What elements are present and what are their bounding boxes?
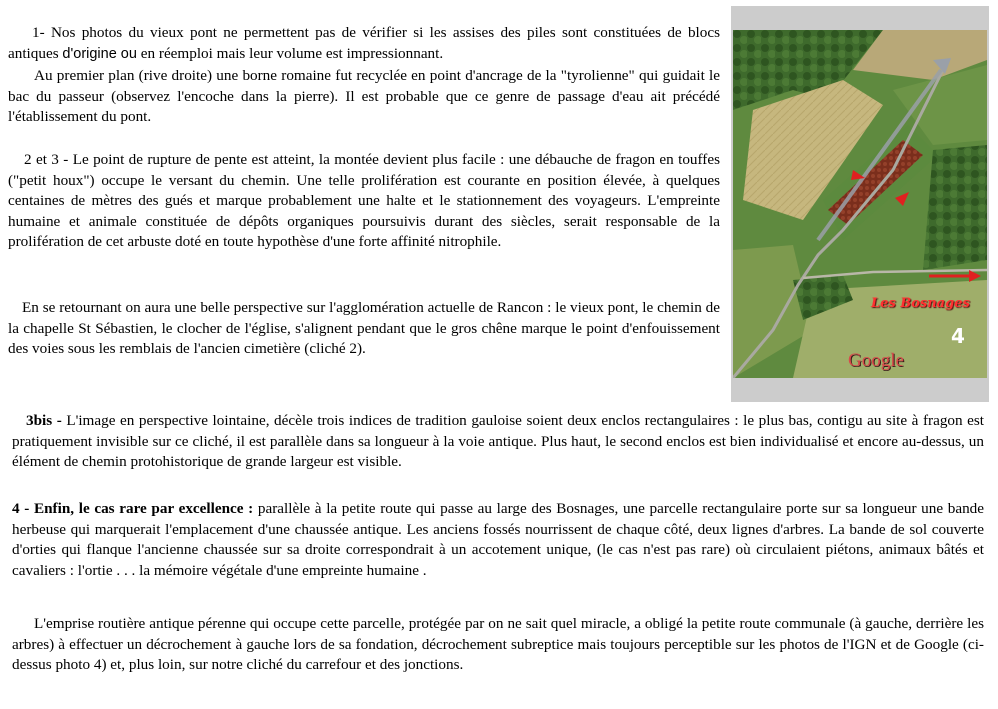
paragraph-5 (12, 411, 984, 473)
google-logo: Google (848, 350, 904, 371)
paragraph-2-text: Au premier plan (rive droite) une borne romaine fut recyclée en point d'ancrage de la "tyrolienne" qui guidait le bac du passeur (observez l'encoche dans la pierre). Il est probable que ce genre de passage d'eau ait précédé l'établissement du pont. (8, 67, 720, 126)
woods-right (923, 145, 987, 270)
paragraph-7 (12, 614, 984, 676)
aerial-photo (733, 30, 987, 378)
paragraph-1-text-a: Nos photos du vieux pont ne permettent pas de vérifier si les assises des piles sont constituées de blocs antiques (8, 24, 721, 62)
paragraph-1 (8, 23, 720, 64)
paragraph-6-number: 4 - (12, 500, 30, 517)
paragraph-7-text: L'emprise routière antique pérenne qui occupe cette parcelle, protégée par on ne sait quel miracle, a obligé la petite route communale (à gauche, derrière les arbres) à effectuer un décrochement à gauche lors de sa fondation, décrochement subreptice mais toujours perceptible sur les photos de l'IGN et de Google (ci-dessus photo 4) et, plus loin, sur notre cliché du carrefour et des jonctions. (12, 615, 984, 674)
paragraph-3 (8, 150, 720, 253)
paragraph-4-text: En se retournant on aura une belle perspective sur l'agglomération actuelle de Rancon : le vieux pont, le chemin de la chapelle St Sébastien, le clocher de l'église, s'alignent pendant que le gros chêne marque le point d'enfouissement des voies sous les remblais de l'ancien cimetière (cliché 2). (8, 299, 720, 358)
paragraph-1-number: 1- (32, 24, 45, 41)
photo-caption: Les Bosnages (871, 296, 970, 311)
photo-number: 4 (951, 324, 965, 348)
aerial-photo-frame (731, 6, 989, 402)
paragraph-5-number: 3bis - (26, 412, 62, 429)
paragraph-3-number: 2 et 3 (24, 151, 59, 168)
paragraph-1-text-b: en réemploi mais leur volume est impressionnant. (140, 44, 444, 62)
paragraph-3-text: - Le point de rupture de pente est atteint, la montée devient plus facile : une débauche de fragon en touffes ("petit houx") occupe le versant du chemin. Une telle prolifération est courante en position élevée, à quelques centaines de mètres des gués et marque probablement une halte et le stationnement des voyageurs. L'empreinte humaine et animale constituée de dépôts organiques poursuivis durant des siècles, serait responsable de la prolifération de cet arbuste doté en toute hypothèse d'une forte affinité nitrophile. (8, 151, 721, 251)
paragraph-1-inline-phrase: d'origine ou (62, 45, 137, 62)
paragraph-6-text: parallèle à la petite route qui passe au large des Bosnages, une parcelle rectangulaire porte sur sa longueur une bande herbeuse qui marquerait l'emplacement d'une chaussée antique. Les anciens fossés nourrissent de chaque côté, deux lignes d'arbres. La bande de sol couverte d'orties qui flanque l'ancienne chaussée sur sa droite correspondrait à un accotement unique, (le cas n'est pas rare) où circulaient piétons, animaux bâtés et cavaliers : l'ortie . . . la mémoire végétale d'une empreinte humaine . (12, 500, 984, 579)
paragraph-6-heading: Enfin, le cas rare par excellence : (33, 500, 254, 517)
paragraph-4 (8, 298, 720, 360)
paragraph-6 (12, 499, 984, 581)
paragraph-2 (8, 66, 720, 128)
paragraph-5-text: L'image en perspective lointaine, décèle trois indices de tradition gauloise soient deux enclos rectangulaires : le plus bas, contigu au site à fragon est pratiquement invisible sur ce cliché, il est parallèle dans sa longueur à la voie antique. Plus haut, le second enclos est bien individualisé et encore au-dessus, un élément de chemin protohistorique de grande largeur est visible. (12, 412, 985, 471)
